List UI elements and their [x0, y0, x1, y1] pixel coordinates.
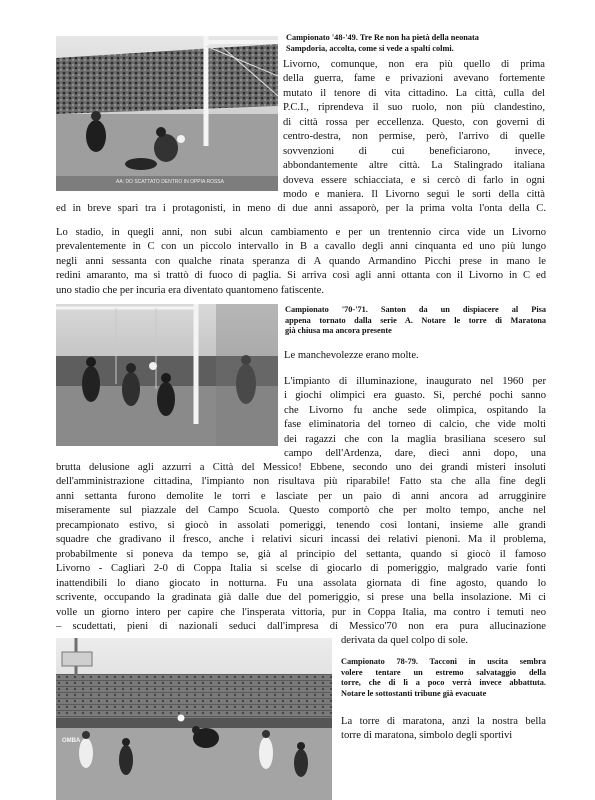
paragraph-line: modo e maniera. Il Livorno seguì le sorti della città — [283, 189, 545, 201]
paragraph-line: La torre di maratona, anzi la nostra bella — [341, 716, 546, 727]
paragraph-line: brutta delusione agli azzurri a Città del Messico! Ebbene, secondo uno dei grandi misteri insoluti — [56, 462, 546, 473]
paragraph-line: P.C.I., riprendeva il suo ruolo, non più clandestino, — [283, 102, 545, 114]
paragraph-line: ed in breve sparì tra i protagonisti, in meno di due anni assaporò, per la prima volta l'onta della C. — [56, 203, 546, 214]
paragraph-line: Lo stadio, in quegli anni, non subì alcun cambiamento e per un trentennio circa vide un Livorno — [56, 227, 546, 238]
paragraph-line: dei ragazzi che con la maglia brasiliana scesero sul — [284, 433, 546, 445]
paragraph-line: negli anni sessanta con qualche rinata speranza di A quando Armandino Picchi prese in mano le — [56, 255, 546, 267]
text-block-4 — [284, 375, 546, 462]
paragraph-line: campo dell'Ardenza, dare, dieci anni dopo, una — [284, 448, 546, 460]
paragraph-line: volle un giorno intero per capire che l'insperata vittoria, pur in Coppa Italia, ma contro i temuti neo — [56, 606, 546, 618]
paragraph-line: Le manchevolezze erano molte. — [284, 350, 419, 361]
photo-1970-71-match — [56, 304, 278, 446]
text-block-2 — [56, 226, 546, 298]
caption-line: volere tentare un estremo salvataggio della — [341, 667, 546, 677]
photo-2-caption — [285, 305, 546, 337]
photo-1978-79-match — [56, 638, 332, 800]
photo-1948-49-match — [56, 36, 278, 191]
caption-line: già chiusa ma ancora presente — [285, 326, 392, 335]
paragraph-line: precampionato estivo, si giocò in assolati pomeriggi, tenendo così lontani, insieme alle grandi — [56, 519, 546, 531]
text-block-1-tail — [56, 202, 546, 216]
photo-3-inscription: OMBA — [62, 738, 81, 744]
caption-line: appena tornato dalla serie A. Notare le torre di Maratona — [285, 315, 546, 325]
paragraph-line: fase eliminatoria del torneo di calcio, che vide molti — [284, 419, 546, 431]
paragraph-line: redini amaranto, ma si trattò di fuoco di paglia. Si arriva così agli anni ottanta con il Livorno in C ed — [56, 270, 546, 282]
paragraph-line: L'impianto di illuminazione, inaugurato nel 1960 per — [284, 376, 546, 387]
paragraph-line: che Livorno fu anche sede olimpica, ospitando la — [284, 404, 546, 416]
paragraph-line: Livorno - Cagliari 2-0 di Coppa Italia si scelse di giocarlo di pomeriggio, malgrado varie fonti — [56, 563, 546, 575]
paragraph-line: probabilmente si poneva da tempo se, già al principio del settanta, quando si giocò il famoso — [56, 548, 546, 560]
paragraph-line: anni settanta furono demolite le torri e lasciate per un paio di anni ancora ad arrugginire — [56, 490, 546, 502]
photo-3-caption — [341, 657, 546, 699]
photo-1-caption — [286, 33, 546, 54]
photo-1-inscription: AA: DO SCATTATO DENTRO IN OPPIA ROSSA — [116, 179, 224, 185]
text-block-1 — [283, 58, 545, 203]
text-block-5 — [56, 461, 546, 634]
paragraph-line: i giochi olimpici era guasto. Sì, perché pochi sanno — [284, 390, 546, 402]
text-block-6 — [341, 634, 546, 648]
text-block-7 — [341, 715, 546, 744]
paragraph-line: dell'amministrazione cittadina, l'impianto non risultava più riparabile! Fatto sta che alla fine degli — [56, 476, 546, 488]
paragraph-line: prevalentemente in C con un piccolo intervallo in B a cavallo degli anni cinquanta ed uno più lungo — [56, 241, 546, 253]
paragraph-line: – scudettati, pieni di nazionali seduci dall'impresa di Messico'70 non era pura allucinazione — [56, 620, 546, 632]
paragraph-line: derivata da quel colpo di sole. — [341, 635, 469, 646]
paragraph-line: torre di maratona, simbolo degli sportivi — [341, 730, 513, 742]
paragraph-line: abbondantemente altre città. La Stalingrado italiana — [283, 160, 545, 172]
caption-line: Notare le sottostanti tribune già evacuate — [341, 688, 487, 698]
paragraph-line: di città rossa per eccellenza. Questo, con governi di — [283, 116, 545, 128]
paragraph-line: inattendibili lo diano giocato in notturna. Fu una assolata giornata di fine agosto, quando lo — [56, 577, 546, 589]
paragraph-line: centro-destra, non permise, però, l'arrivo di quelle — [283, 131, 545, 143]
paragraph-line: scrivente, occupando la gradinata già dalle due del pomeriggio, si prese una bella insolazione. Mi ci — [56, 592, 546, 604]
caption-line: Campionato '70-'71. Santon da un dispiacere al Pisa — [285, 305, 546, 314]
paragraph-line: miseramente sul piazzale del Campo Scuola. Questo comportò che per molto tempo, anche nel — [56, 505, 546, 517]
paragraph-line: della guerra, fame e privazioni avevano fortemente — [283, 73, 545, 85]
paragraph-line: doveva essere schiacciata, e si cercò di farlo in ogni — [283, 174, 545, 186]
caption-line: torre, che di lì a poco verrà invece abbattuta. — [341, 678, 546, 687]
paragraph-line: mutato il tenore di vita cittadino. La città, culla del — [283, 87, 545, 99]
paragraph-line: Livorno, comunque, non era più quello di prima — [283, 59, 545, 70]
paragraph-line: uno stadio che per incuria era diventato quantomeno fatiscente. — [56, 284, 324, 296]
text-block-3 — [284, 349, 546, 363]
caption-line: Campionato 78-79. Tacconi in uscita sembra — [341, 657, 546, 666]
caption-line: Campionato '48-'49. Tre Re non ha pietà della neonata — [286, 33, 479, 42]
caption-line: Sampdoria, accolta, come si vede a spalti colmi. — [286, 43, 454, 53]
paragraph-line: sovvenzioni di cui beneficiarono, invece, — [283, 145, 545, 157]
paragraph-line: squadre che gradivano il fresco, anche i relativi sicuri incassi dei relativi pienoni. Ma il problema, — [56, 534, 546, 546]
